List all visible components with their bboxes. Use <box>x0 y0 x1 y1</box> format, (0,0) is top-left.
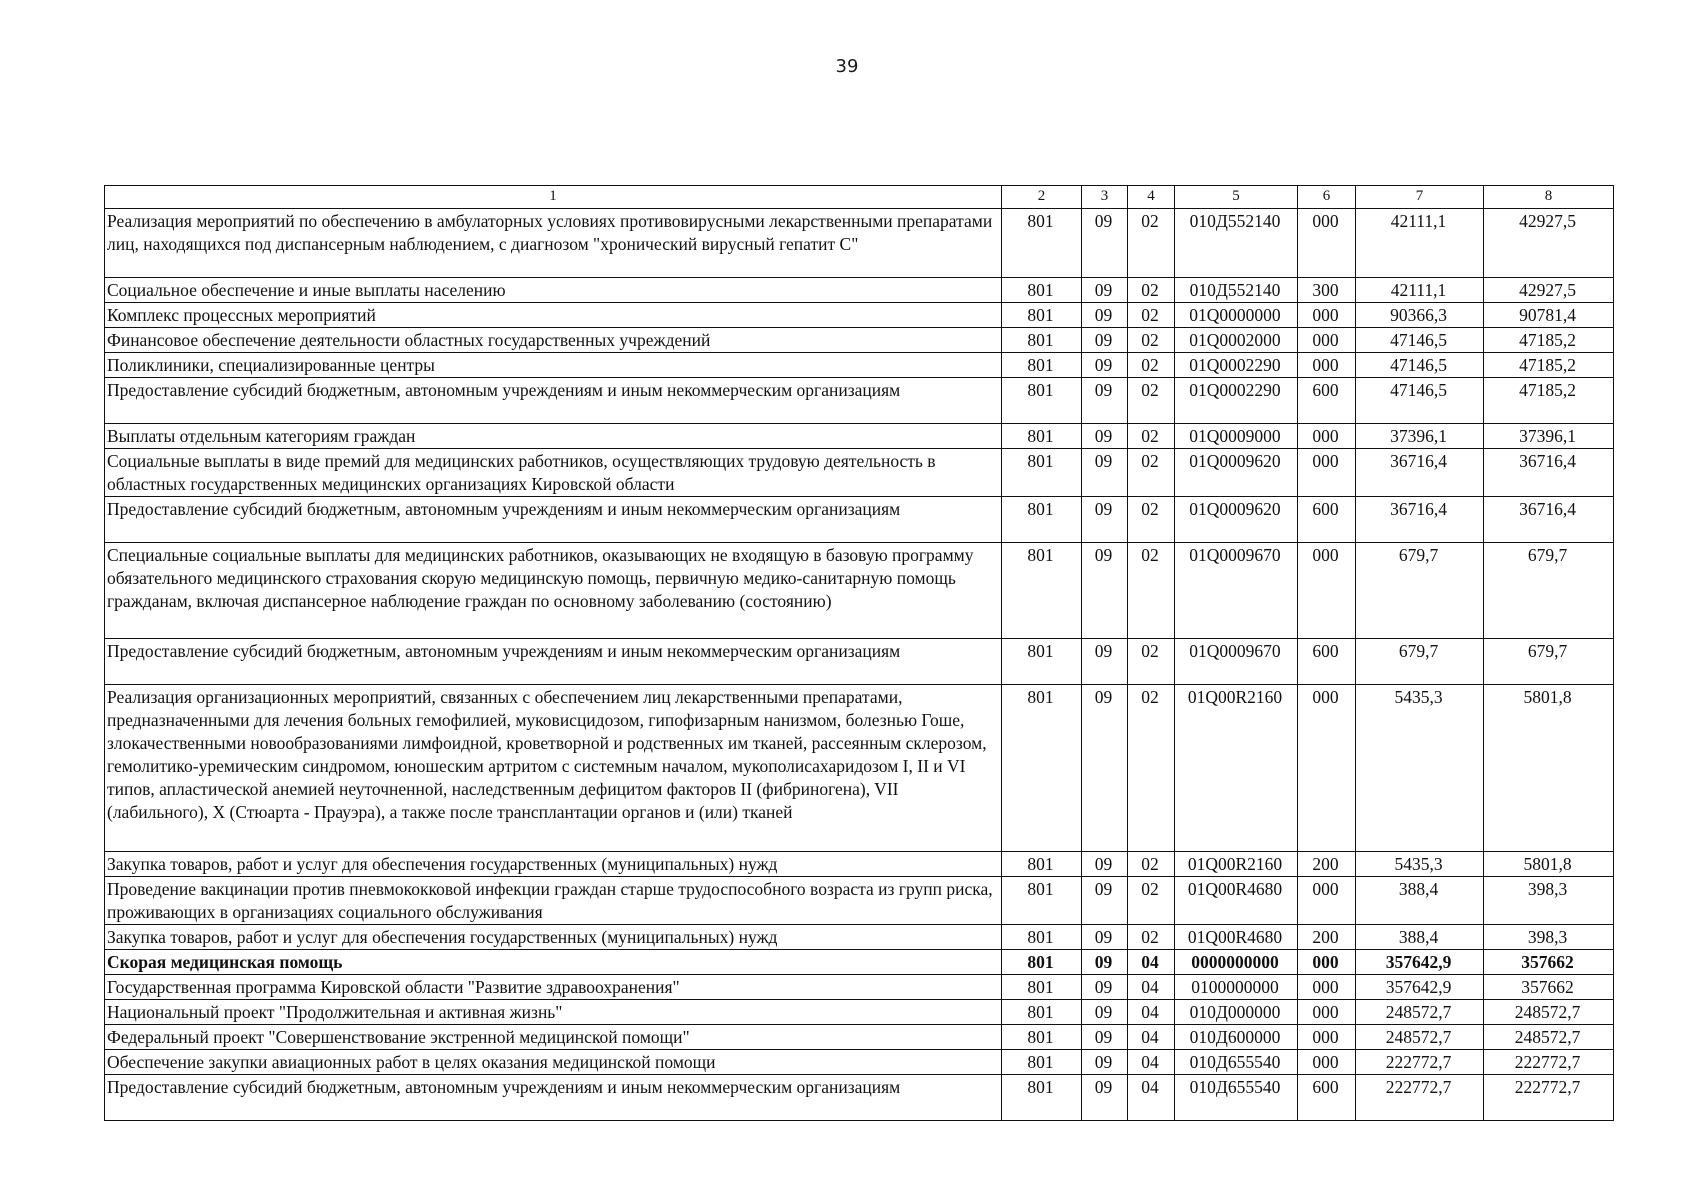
section-code: 09 <box>1082 278 1128 303</box>
ministry-code: 801 <box>1002 497 1082 543</box>
amount-col-7: 679,7 <box>1356 543 1484 639</box>
expense-type-code: 000 <box>1298 543 1356 639</box>
amount-col-7: 357642,9 <box>1356 975 1484 1000</box>
amount-col-8: 36716,4 <box>1484 449 1614 497</box>
target-article-code: 01Q00R2160 <box>1175 852 1298 877</box>
ministry-code: 801 <box>1002 925 1082 950</box>
section-code: 09 <box>1082 1025 1128 1050</box>
item-name: Предоставление субсидий бюджетным, автономным учреждениям и иным некоммерческим организациям <box>105 497 1002 543</box>
amount-col-7: 248572,7 <box>1356 1025 1484 1050</box>
amount-col-8: 5801,8 <box>1484 852 1614 877</box>
amount-col-7: 222772,7 <box>1356 1075 1484 1121</box>
item-name: Комплекс процессных мероприятий <box>105 303 1002 328</box>
table-row <box>105 303 1614 328</box>
target-article-code: 01Q0009000 <box>1175 424 1298 449</box>
subsection-code: 02 <box>1128 852 1175 877</box>
expense-type-code: 000 <box>1298 303 1356 328</box>
amount-col-7: 388,4 <box>1356 877 1484 925</box>
subsection-code: 04 <box>1128 950 1175 975</box>
section-code: 09 <box>1082 950 1128 975</box>
table-row <box>105 975 1614 1000</box>
amount-col-7: 5435,3 <box>1356 685 1484 852</box>
table-row <box>105 209 1614 278</box>
amount-col-8: 398,3 <box>1484 877 1614 925</box>
ministry-code: 801 <box>1002 1000 1082 1025</box>
subsection-code: 04 <box>1128 1050 1175 1075</box>
table-row <box>105 877 1614 925</box>
amount-col-8: 679,7 <box>1484 543 1614 639</box>
amount-col-7: 388,4 <box>1356 925 1484 950</box>
target-article-code: 01Q00R4680 <box>1175 925 1298 950</box>
item-name: Закупка товаров, работ и услуг для обеспечения государственных (муниципальных) нужд <box>105 852 1002 877</box>
subsection-code: 02 <box>1128 303 1175 328</box>
ministry-code: 801 <box>1002 543 1082 639</box>
item-name: Выплаты отдельным категориям граждан <box>105 424 1002 449</box>
section-code: 09 <box>1082 925 1128 950</box>
section-code: 09 <box>1082 877 1128 925</box>
amount-col-7: 47146,5 <box>1356 328 1484 353</box>
table-row <box>105 639 1614 685</box>
target-article-code: 010Д552140 <box>1175 209 1298 278</box>
amount-col-7: 47146,5 <box>1356 353 1484 378</box>
amount-col-8: 5801,8 <box>1484 685 1614 852</box>
section-code: 09 <box>1082 1075 1128 1121</box>
amount-col-7: 90366,3 <box>1356 303 1484 328</box>
expense-type-code: 000 <box>1298 449 1356 497</box>
expense-type-code: 000 <box>1298 877 1356 925</box>
amount-col-8: 398,3 <box>1484 925 1614 950</box>
table-row <box>105 685 1614 852</box>
target-article-code: 010Д552140 <box>1175 278 1298 303</box>
amount-col-8: 47185,2 <box>1484 328 1614 353</box>
amount-col-7: 47146,5 <box>1356 378 1484 424</box>
header-cell: 1 <box>105 186 1002 209</box>
section-code: 09 <box>1082 1050 1128 1075</box>
target-article-code: 01Q0009670 <box>1175 543 1298 639</box>
header-cell: 4 <box>1128 186 1175 209</box>
section-code: 09 <box>1082 209 1128 278</box>
expense-type-code: 600 <box>1298 497 1356 543</box>
amount-col-8: 222772,7 <box>1484 1050 1614 1075</box>
section-code: 09 <box>1082 497 1128 543</box>
subsection-code: 02 <box>1128 278 1175 303</box>
budget-table <box>104 185 1614 1121</box>
amount-col-7: 37396,1 <box>1356 424 1484 449</box>
subsection-code: 02 <box>1128 328 1175 353</box>
amount-col-8: 248572,7 <box>1484 1025 1614 1050</box>
section-code: 09 <box>1082 378 1128 424</box>
ministry-code: 801 <box>1002 378 1082 424</box>
table-row <box>105 852 1614 877</box>
ministry-code: 801 <box>1002 852 1082 877</box>
subsection-code: 04 <box>1128 1075 1175 1121</box>
target-article-code: 010Д655540 <box>1175 1075 1298 1121</box>
subsection-code: 02 <box>1128 685 1175 852</box>
target-article-code: 010Д600000 <box>1175 1025 1298 1050</box>
subsection-code: 04 <box>1128 1025 1175 1050</box>
target-article-code: 01Q00R2160 <box>1175 685 1298 852</box>
header-cell: 5 <box>1175 186 1298 209</box>
table-row <box>105 1050 1614 1075</box>
ministry-code: 801 <box>1002 975 1082 1000</box>
section-code: 09 <box>1082 1000 1128 1025</box>
ministry-code: 801 <box>1002 303 1082 328</box>
amount-col-8: 42927,5 <box>1484 209 1614 278</box>
table-row <box>105 543 1614 639</box>
amount-col-8: 90781,4 <box>1484 303 1614 328</box>
subsection-code: 02 <box>1128 378 1175 424</box>
target-article-code: 01Q0002290 <box>1175 353 1298 378</box>
item-name: Предоставление субсидий бюджетным, автономным учреждениям и иным некоммерческим организациям <box>105 639 1002 685</box>
subsection-code: 02 <box>1128 424 1175 449</box>
ministry-code: 801 <box>1002 1075 1082 1121</box>
header-cell: 8 <box>1484 186 1614 209</box>
expense-type-code: 000 <box>1298 353 1356 378</box>
amount-col-8: 47185,2 <box>1484 353 1614 378</box>
section-code: 09 <box>1082 328 1128 353</box>
section-code: 09 <box>1082 852 1128 877</box>
ministry-code: 801 <box>1002 209 1082 278</box>
target-article-code: 01Q0009620 <box>1175 449 1298 497</box>
ministry-code: 801 <box>1002 639 1082 685</box>
subsection-code: 04 <box>1128 975 1175 1000</box>
table-row <box>105 1000 1614 1025</box>
amount-col-8: 36716,4 <box>1484 497 1614 543</box>
target-article-code: 01Q0002290 <box>1175 378 1298 424</box>
target-article-code: 01Q0000000 <box>1175 303 1298 328</box>
subsection-code: 02 <box>1128 639 1175 685</box>
table-row <box>105 497 1614 543</box>
item-name: Реализация мероприятий по обеспечению в амбулаторных условиях противовирусными лекарственными препаратами лиц, находящихся под диспансерным наблюдением, с диагнозом "хронический вирусный гепатит С" <box>105 209 1002 278</box>
amount-col-8: 37396,1 <box>1484 424 1614 449</box>
amount-col-8: 357662 <box>1484 950 1614 975</box>
subsection-code: 02 <box>1128 925 1175 950</box>
amount-col-7: 248572,7 <box>1356 1000 1484 1025</box>
section-code: 09 <box>1082 543 1128 639</box>
target-article-code: 0100000000 <box>1175 975 1298 1000</box>
item-name: Федеральный проект "Совершенствование экстренной медицинской помощи" <box>105 1025 1002 1050</box>
target-article-code: 01Q0002000 <box>1175 328 1298 353</box>
ministry-code: 801 <box>1002 950 1082 975</box>
table-row <box>105 1025 1614 1050</box>
item-name: Поликлиники, специализированные центры <box>105 353 1002 378</box>
header-cell: 3 <box>1082 186 1128 209</box>
table-row <box>105 449 1614 497</box>
ministry-code: 801 <box>1002 1025 1082 1050</box>
subsection-code: 02 <box>1128 209 1175 278</box>
item-name: Реализация организационных мероприятий, связанных с обеспечением лиц лекарственными препаратами, предназначенными для лечения больных гемофилией, муковисцидозом, гипофизарным нанизмом, болезнью Гоше, злокачественными новообразованиями лимфоидной, кроветворной и родственных им тканей, рассеянным склерозом, гемолитико-уремическим синдромом, юношеским артритом с системным началом, мукополисахаридозом I, II и VI типов, апластической анемией неуточненной, наследственным дефицитом факторов II (фибриногена), VII (лабильного), X (Стюарта - Прауэра), а также после трансплантации органов и (или) тканей <box>105 685 1002 852</box>
expense-type-code: 600 <box>1298 1075 1356 1121</box>
expense-type-code: 300 <box>1298 278 1356 303</box>
table-row <box>105 378 1614 424</box>
amount-col-8: 42927,5 <box>1484 278 1614 303</box>
amount-col-8: 47185,2 <box>1484 378 1614 424</box>
target-article-code: 010Д655540 <box>1175 1050 1298 1075</box>
subsection-code: 02 <box>1128 353 1175 378</box>
expense-type-code: 000 <box>1298 975 1356 1000</box>
item-name: Национальный проект "Продолжительная и активная жизнь" <box>105 1000 1002 1025</box>
table-row <box>105 424 1614 449</box>
expense-type-code: 600 <box>1298 639 1356 685</box>
item-name: Социальное обеспечение и иные выплаты населению <box>105 278 1002 303</box>
amount-col-7: 679,7 <box>1356 639 1484 685</box>
section-code: 09 <box>1082 424 1128 449</box>
amount-col-8: 248572,7 <box>1484 1000 1614 1025</box>
amount-col-8: 222772,7 <box>1484 1075 1614 1121</box>
header-cell: 7 <box>1356 186 1484 209</box>
amount-col-7: 357642,9 <box>1356 950 1484 975</box>
subsection-code: 02 <box>1128 497 1175 543</box>
target-article-code: 01Q0009620 <box>1175 497 1298 543</box>
item-name: Закупка товаров, работ и услуг для обеспечения государственных (муниципальных) нужд <box>105 925 1002 950</box>
expense-type-code: 000 <box>1298 1000 1356 1025</box>
ministry-code: 801 <box>1002 877 1082 925</box>
table-row <box>105 278 1614 303</box>
ministry-code: 801 <box>1002 424 1082 449</box>
ministry-code: 801 <box>1002 1050 1082 1075</box>
header-row <box>105 186 1614 209</box>
amount-col-7: 36716,4 <box>1356 497 1484 543</box>
item-name: Социальные выплаты в виде премий для медицинских работников, осуществляющих трудовую деятельность в областных государственных медицинских организациях Кировской области <box>105 449 1002 497</box>
item-name: Предоставление субсидий бюджетным, автономным учреждениям и иным некоммерческим организациям <box>105 1075 1002 1121</box>
amount-col-7: 42111,1 <box>1356 209 1484 278</box>
item-name: Государственная программа Кировской области "Развитие здравоохранения" <box>105 975 1002 1000</box>
ministry-code: 801 <box>1002 449 1082 497</box>
item-name: Проведение вакцинации против пневмококковой инфекции граждан старше трудоспособного возраста из групп риска, проживающих в организациях социального обслуживания <box>105 877 1002 925</box>
header-cell: 2 <box>1002 186 1082 209</box>
item-name: Обеспечение закупки авиационных работ в целях оказания медицинской помощи <box>105 1050 1002 1075</box>
table-row <box>105 1075 1614 1121</box>
section-code: 09 <box>1082 975 1128 1000</box>
amount-col-7: 5435,3 <box>1356 852 1484 877</box>
expense-type-code: 000 <box>1298 1050 1356 1075</box>
item-name: Скорая медицинская помощь <box>105 950 1002 975</box>
expense-type-code: 000 <box>1298 685 1356 852</box>
subsection-code: 02 <box>1128 543 1175 639</box>
table-row <box>105 925 1614 950</box>
ministry-code: 801 <box>1002 328 1082 353</box>
table-row <box>105 950 1614 975</box>
item-name: Финансовое обеспечение деятельности областных государственных учреждений <box>105 328 1002 353</box>
section-code: 09 <box>1082 303 1128 328</box>
item-name: Специальные социальные выплаты для медицинских работников, оказывающих не входящую в базовую программу обязательного медицинского страхования скорую медицинскую помощь, первичную медико-санитарную помощь гражданам, включая диспансерное наблюдение граждан по основному заболеванию (состоянию) <box>105 543 1002 639</box>
ministry-code: 801 <box>1002 685 1082 852</box>
section-code: 09 <box>1082 449 1128 497</box>
target-article-code: 0000000000 <box>1175 950 1298 975</box>
amount-col-7: 222772,7 <box>1356 1050 1484 1075</box>
table-row <box>105 328 1614 353</box>
amount-col-8: 679,7 <box>1484 639 1614 685</box>
amount-col-7: 42111,1 <box>1356 278 1484 303</box>
page-number: 39 <box>835 56 859 77</box>
target-article-code: 010Д000000 <box>1175 1000 1298 1025</box>
expense-type-code: 000 <box>1298 1025 1356 1050</box>
expense-type-code: 000 <box>1298 328 1356 353</box>
section-code: 09 <box>1082 639 1128 685</box>
expense-type-code: 000 <box>1298 950 1356 975</box>
section-code: 09 <box>1082 685 1128 852</box>
ministry-code: 801 <box>1002 353 1082 378</box>
amount-col-8: 357662 <box>1484 975 1614 1000</box>
target-article-code: 01Q0009670 <box>1175 639 1298 685</box>
subsection-code: 04 <box>1128 1000 1175 1025</box>
expense-type-code: 000 <box>1298 424 1356 449</box>
expense-type-code: 200 <box>1298 925 1356 950</box>
expense-type-code: 000 <box>1298 209 1356 278</box>
expense-type-code: 600 <box>1298 378 1356 424</box>
item-name: Предоставление субсидий бюджетным, автономным учреждениям и иным некоммерческим организациям <box>105 378 1002 424</box>
table-row <box>105 353 1614 378</box>
expense-type-code: 200 <box>1298 852 1356 877</box>
ministry-code: 801 <box>1002 278 1082 303</box>
header-cell: 6 <box>1298 186 1356 209</box>
amount-col-7: 36716,4 <box>1356 449 1484 497</box>
subsection-code: 02 <box>1128 877 1175 925</box>
subsection-code: 02 <box>1128 449 1175 497</box>
target-article-code: 01Q00R4680 <box>1175 877 1298 925</box>
section-code: 09 <box>1082 353 1128 378</box>
